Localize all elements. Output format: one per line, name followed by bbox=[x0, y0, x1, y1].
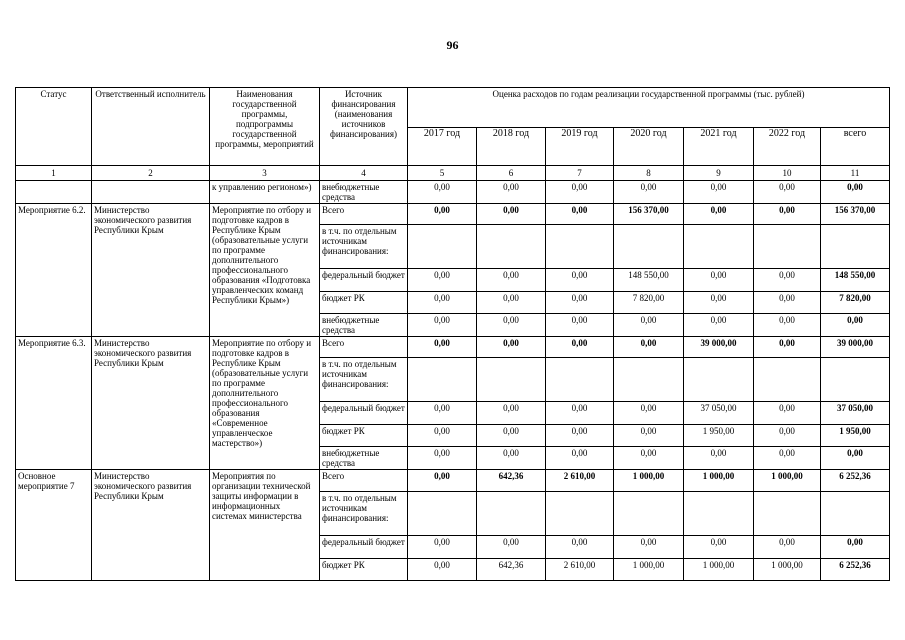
value-cell: 37 050,00 bbox=[684, 402, 754, 425]
value-cell: 0,00 bbox=[477, 292, 546, 314]
value-cell: 1 000,00 bbox=[614, 470, 684, 492]
funding-source-cell: Всего bbox=[320, 337, 408, 358]
table-row bbox=[16, 181, 890, 204]
total-cell: 156 370,00 bbox=[821, 204, 890, 225]
value-cell: 0,00 bbox=[477, 204, 546, 225]
value-cell: 1 000,00 bbox=[754, 559, 821, 581]
column-number: 1 bbox=[16, 166, 92, 181]
executor-cell: Министерство экономического развития Республики Крым bbox=[92, 204, 210, 337]
value-cell: 0,00 bbox=[614, 402, 684, 425]
value-cell: 0,00 bbox=[546, 536, 614, 559]
value-cell: 0,00 bbox=[754, 292, 821, 314]
value-cell: 0,00 bbox=[684, 447, 754, 470]
value-cell: 1 000,00 bbox=[754, 470, 821, 492]
value-cell bbox=[614, 358, 684, 402]
column-number: 4 bbox=[320, 166, 408, 181]
value-cell: 0,00 bbox=[546, 314, 614, 337]
value-cell: 0,00 bbox=[684, 292, 754, 314]
funding-source-cell: внебюджетные средства bbox=[320, 181, 408, 204]
total-cell: 0,00 bbox=[821, 314, 890, 337]
value-cell bbox=[477, 492, 546, 536]
value-cell bbox=[614, 492, 684, 536]
funding-source-cell: федеральный бюджет bbox=[320, 402, 408, 425]
value-cell: 0,00 bbox=[754, 536, 821, 559]
value-cell: 2 610,00 bbox=[546, 559, 614, 581]
value-cell bbox=[477, 358, 546, 402]
column-number: 2 bbox=[92, 166, 210, 181]
status-cell bbox=[16, 181, 92, 204]
status-cell: Мероприятие 6.2. bbox=[16, 204, 92, 337]
total-cell: 6 252,36 bbox=[821, 559, 890, 581]
value-cell: 0,00 bbox=[408, 402, 477, 425]
total-cell bbox=[821, 225, 890, 269]
value-cell: 0,00 bbox=[614, 181, 684, 204]
header-year: 2022 год bbox=[754, 128, 821, 166]
value-cell: 1 000,00 bbox=[614, 559, 684, 581]
value-cell: 642,36 bbox=[477, 470, 546, 492]
column-number: 11 bbox=[821, 166, 890, 181]
value-cell: 0,00 bbox=[684, 314, 754, 337]
value-cell: 0,00 bbox=[408, 204, 477, 225]
column-number: 5 bbox=[408, 166, 477, 181]
value-cell: 0,00 bbox=[684, 181, 754, 204]
header-estimate: Оценка расходов по годам реализации государственной программы (тыс. рублей) bbox=[408, 88, 890, 128]
value-cell: 1 000,00 bbox=[684, 470, 754, 492]
funding-source-cell: Всего bbox=[320, 470, 408, 492]
value-cell: 0,00 bbox=[477, 425, 546, 447]
measure-name-cell: Мероприятия по организации технической защиты информации в информационных системах министерства bbox=[210, 470, 320, 581]
total-cell: 6 252,36 bbox=[821, 470, 890, 492]
value-cell: 0,00 bbox=[546, 204, 614, 225]
header-year: 2017 год bbox=[408, 128, 477, 166]
measure-name-cell: к управлению регионом») bbox=[210, 181, 320, 204]
page-number: 96 bbox=[446, 38, 459, 52]
funding-source-cell: Всего bbox=[320, 204, 408, 225]
value-cell: 0,00 bbox=[408, 337, 477, 358]
value-cell: 0,00 bbox=[546, 269, 614, 292]
value-cell: 0,00 bbox=[408, 314, 477, 337]
total-cell: 0,00 bbox=[821, 536, 890, 559]
funding-source-cell: в т.ч. по отдельным источникам финансирования: bbox=[320, 225, 408, 269]
header-funding-source: Источник финансирования (наименования источников финансирования) bbox=[320, 88, 408, 166]
value-cell: 39 000,00 bbox=[684, 337, 754, 358]
value-cell bbox=[408, 225, 477, 269]
total-cell: 39 000,00 bbox=[821, 337, 890, 358]
value-cell: 0,00 bbox=[614, 337, 684, 358]
funding-source-cell: бюджет РК bbox=[320, 559, 408, 581]
executor-cell: Министерство экономического развития Республики Крым bbox=[92, 337, 210, 470]
header-total: всего bbox=[821, 128, 890, 166]
column-number: 9 bbox=[684, 166, 754, 181]
value-cell: 1 950,00 bbox=[684, 425, 754, 447]
executor-cell bbox=[92, 181, 210, 204]
value-cell: 0,00 bbox=[477, 337, 546, 358]
value-cell: 0,00 bbox=[546, 447, 614, 470]
value-cell: 0,00 bbox=[614, 314, 684, 337]
total-cell: 37 050,00 bbox=[821, 402, 890, 425]
value-cell bbox=[754, 225, 821, 269]
value-cell: 0,00 bbox=[754, 402, 821, 425]
funding-source-cell: бюджет РК bbox=[320, 292, 408, 314]
value-cell: 0,00 bbox=[477, 314, 546, 337]
value-cell: 0,00 bbox=[546, 402, 614, 425]
header-status: Статус bbox=[16, 88, 92, 166]
value-cell: 0,00 bbox=[754, 447, 821, 470]
value-cell: 0,00 bbox=[754, 337, 821, 358]
header-year: 2018 год bbox=[477, 128, 546, 166]
value-cell bbox=[546, 492, 614, 536]
value-cell: 0,00 bbox=[408, 181, 477, 204]
value-cell: 0,00 bbox=[614, 447, 684, 470]
funding-source-cell: федеральный бюджет bbox=[320, 536, 408, 559]
total-cell bbox=[821, 492, 890, 536]
funding-source-cell: в т.ч. по отдельным источникам финансирования: bbox=[320, 492, 408, 536]
column-number: 6 bbox=[477, 166, 546, 181]
value-cell bbox=[684, 225, 754, 269]
value-cell: 0,00 bbox=[408, 425, 477, 447]
value-cell: 0,00 bbox=[408, 536, 477, 559]
value-cell bbox=[684, 492, 754, 536]
value-cell: 0,00 bbox=[477, 536, 546, 559]
table-row bbox=[16, 470, 890, 492]
total-cell: 148 550,00 bbox=[821, 269, 890, 292]
value-cell: 0,00 bbox=[546, 337, 614, 358]
column-number: 8 bbox=[614, 166, 684, 181]
executor-cell: Министерство экономического развития Республики Крым bbox=[92, 470, 210, 581]
measure-name-cell: Мероприятие по отбору и подготовке кадров в Республике Крым (образовательные услуги по программе дополнительного профессионального образования «Современное управленческое мастерство») bbox=[210, 337, 320, 470]
funding-source-cell: федеральный бюджет bbox=[320, 269, 408, 292]
total-cell: 0,00 bbox=[821, 181, 890, 204]
column-number: 3 bbox=[210, 166, 320, 181]
value-cell: 2 610,00 bbox=[546, 470, 614, 492]
value-cell: 0,00 bbox=[754, 204, 821, 225]
header-executor: Ответственный исполнитель bbox=[92, 88, 210, 166]
value-cell: 0,00 bbox=[754, 314, 821, 337]
value-cell: 1 000,00 bbox=[684, 559, 754, 581]
value-cell: 642,36 bbox=[477, 559, 546, 581]
value-cell: 0,00 bbox=[408, 292, 477, 314]
measure-name-cell: Мероприятие по отбору и подготовке кадров в Республике Крым (образовательные услуги по программе дополнительного профессионального образования «Подготовка управленческих команд Республики Крым») bbox=[210, 204, 320, 337]
value-cell: 0,00 bbox=[684, 269, 754, 292]
value-cell bbox=[614, 225, 684, 269]
value-cell: 0,00 bbox=[614, 536, 684, 559]
total-cell: 1 950,00 bbox=[821, 425, 890, 447]
value-cell: 156 370,00 bbox=[614, 204, 684, 225]
value-cell: 0,00 bbox=[546, 425, 614, 447]
status-cell: Основное мероприятие 7 bbox=[16, 470, 92, 581]
value-cell bbox=[754, 492, 821, 536]
value-cell: 0,00 bbox=[477, 269, 546, 292]
value-cell bbox=[477, 225, 546, 269]
value-cell: 0,00 bbox=[408, 447, 477, 470]
value-cell: 0,00 bbox=[546, 292, 614, 314]
value-cell bbox=[754, 358, 821, 402]
header-year: 2019 год bbox=[546, 128, 614, 166]
value-cell: 0,00 bbox=[477, 181, 546, 204]
header-year: 2021 год bbox=[684, 128, 754, 166]
value-cell: 0,00 bbox=[408, 269, 477, 292]
value-cell: 0,00 bbox=[754, 425, 821, 447]
funding-source-cell: внебюджетные средства bbox=[320, 447, 408, 470]
header-year: 2020 год bbox=[614, 128, 684, 166]
value-cell: 0,00 bbox=[684, 204, 754, 225]
table-row bbox=[16, 204, 890, 225]
value-cell bbox=[546, 358, 614, 402]
value-cell: 0,00 bbox=[684, 536, 754, 559]
value-cell: 0,00 bbox=[477, 402, 546, 425]
budget-table bbox=[15, 87, 890, 581]
value-cell: 0,00 bbox=[614, 425, 684, 447]
header-program-name: Наименования государственной программы, подпрограммы государственной программы, мероприятий bbox=[210, 88, 320, 166]
value-cell: 0,00 bbox=[546, 181, 614, 204]
total-cell bbox=[821, 358, 890, 402]
value-cell bbox=[408, 358, 477, 402]
value-cell bbox=[408, 492, 477, 536]
funding-source-cell: бюджет РК bbox=[320, 425, 408, 447]
value-cell: 0,00 bbox=[477, 447, 546, 470]
funding-source-cell: внебюджетные средства bbox=[320, 314, 408, 337]
value-cell: 0,00 bbox=[408, 470, 477, 492]
table-row bbox=[16, 337, 890, 358]
total-cell: 7 820,00 bbox=[821, 292, 890, 314]
value-cell: 0,00 bbox=[754, 269, 821, 292]
value-cell: 148 550,00 bbox=[614, 269, 684, 292]
column-number: 10 bbox=[754, 166, 821, 181]
value-cell: 0,00 bbox=[754, 181, 821, 204]
column-number: 7 bbox=[546, 166, 614, 181]
status-cell: Мероприятие 6.3. bbox=[16, 337, 92, 470]
value-cell bbox=[684, 358, 754, 402]
total-cell: 0,00 bbox=[821, 447, 890, 470]
value-cell: 7 820,00 bbox=[614, 292, 684, 314]
value-cell: 0,00 bbox=[408, 559, 477, 581]
value-cell bbox=[546, 225, 614, 269]
funding-source-cell: в т.ч. по отдельным источникам финансирования: bbox=[320, 358, 408, 402]
